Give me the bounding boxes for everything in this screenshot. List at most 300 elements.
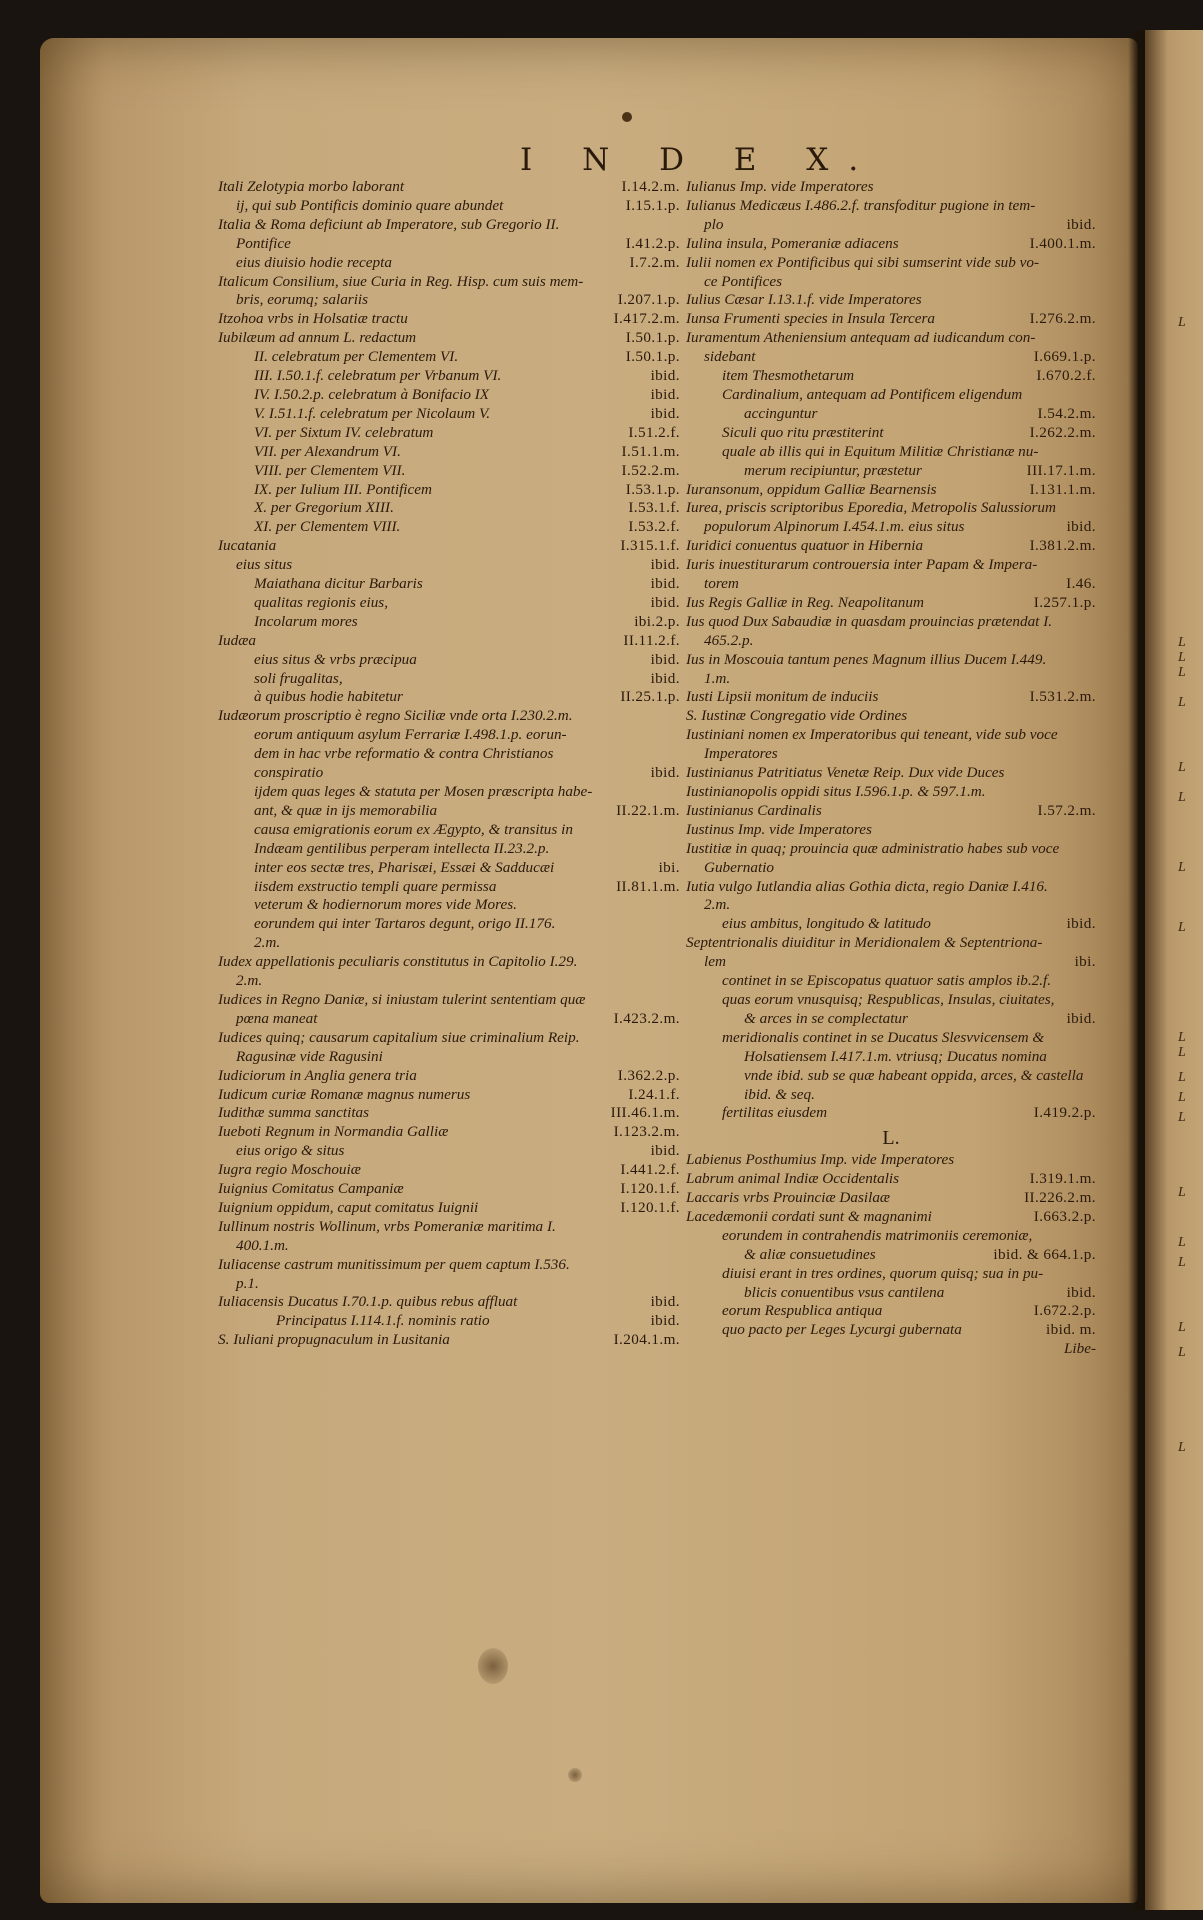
page-reference: ibid. m. (1045, 1321, 1096, 1339)
index-entry-text: Iustinianus Patritiatus Venetæ Reip. Dux vide Duces (686, 764, 1005, 782)
facing-page-letter: L (1178, 1070, 1186, 1085)
index-entry (686, 537, 1096, 556)
index-entry (218, 1293, 680, 1312)
page-reference: I.24.1.f. (628, 1085, 680, 1103)
index-entry-text: eorundem in contrahendis matrimoniis ceremoniæ, (722, 1226, 1033, 1244)
index-entry-text: à quibus hodie habitetur (254, 688, 403, 706)
facing-page-letter: L (1178, 1255, 1186, 1270)
index-entry (218, 481, 680, 500)
index-entry (686, 934, 1096, 953)
index-entry (686, 972, 1096, 991)
index-entry (218, 802, 680, 821)
page-reference: I.669.1.p. (1033, 348, 1096, 366)
page-reference: I.276.2.m. (1029, 310, 1096, 328)
index-entry (218, 310, 680, 329)
page-reference: III.17.1.m. (1026, 461, 1096, 479)
index-entry (686, 310, 1096, 329)
index-entry (686, 1170, 1096, 1189)
index-entry (218, 1086, 680, 1105)
index-entry-text: Italicum Consilium, siue Curia in Reg. Hisp. cum suis mem- (218, 272, 584, 290)
page-reference: ibid. (1066, 1009, 1096, 1027)
index-entry (686, 1302, 1096, 1321)
index-entry-text: Iuridici conuentus quatuor in Hibernia (686, 537, 924, 555)
index-entry (686, 556, 1096, 575)
ink-stain (478, 1648, 508, 1684)
index-entry-text: Iusti Lipsii monitum de induciis (686, 688, 879, 706)
index-entry-text: Iueboti Regnum in Normandia Galliæ (218, 1123, 449, 1141)
index-entry (218, 235, 680, 254)
index-entry (686, 197, 1096, 216)
index-entry (686, 1208, 1096, 1227)
index-entry (686, 1265, 1096, 1284)
index-entry (218, 348, 680, 367)
page-reference: ibid. (650, 593, 680, 611)
index-entry-text: Ragusinæ vide Ragusini (236, 1047, 383, 1065)
index-entry-text: eorum antiquum asylum Ferrariæ I.498.1.p. eorun- (254, 726, 567, 744)
index-entry-text: Iullinum nostris Wollinum, vrbs Pomeraniæ maritima I. (218, 1217, 556, 1235)
index-entry-text: inter eos sectæ tres, Pharisæi, Essæi & Sadducæi (254, 858, 555, 876)
index-entry (218, 1312, 680, 1331)
index-entry (218, 329, 680, 348)
index-entry-text: eius ambitus, longitudo & latitudo (722, 915, 931, 933)
page-reference: I.14.2.m. (621, 178, 680, 195)
index-entry-text: torem (704, 575, 739, 593)
index-entry-text: eius situs (236, 556, 293, 574)
index-entry (686, 235, 1096, 254)
index-entry-text: Iudæorum proscriptio è regno Siciliæ vnde orta I.230.2.m. (218, 707, 573, 725)
index-entry (218, 594, 680, 613)
index-entry (686, 348, 1096, 367)
page-reference: I.417.2.m. (613, 310, 680, 328)
index-entry (218, 405, 680, 424)
index-entry-text: Iudex appellationis peculiaris constitutus in Capitolio I.29. (218, 953, 578, 971)
page-reference: II.11.2.f. (623, 631, 680, 649)
index-entry (686, 499, 1096, 518)
index-entry (218, 1237, 680, 1256)
page-reference: II.25.1.p. (620, 688, 680, 706)
index-entry (686, 821, 1096, 840)
index-entry (218, 934, 680, 953)
right-index-column (686, 178, 1096, 1359)
index-entry (218, 367, 680, 386)
facing-page-letters (1170, 0, 1203, 1920)
index-entry-text: bris, eorumq; salariis (236, 291, 369, 309)
index-entry-text: Iuignium oppidum, caput comitatus Iuignii (218, 1198, 479, 1216)
page-reference: I.120.1.f. (620, 1198, 680, 1216)
index-entry-text: Principatus I.114.1.f. nominis ratio (276, 1312, 490, 1330)
index-entry-text: & aliæ consuetudines (744, 1245, 876, 1263)
index-entry-text: Iuliacensis Ducatus I.70.1.p. quibus rebus affluat (218, 1293, 518, 1311)
index-entry (686, 1067, 1096, 1086)
index-entry-text: diuisi erant in tres ordines, quorum quisq; sua in pu- (722, 1264, 1044, 1282)
index-entry-text: Iudices in Regno Daniæ, si iniustam tulerint sententiam quæ (218, 990, 586, 1008)
index-entry-text: Labrum animal Indiæ Occidentalis (686, 1170, 900, 1188)
page-reference: ibid. (650, 575, 680, 593)
index-entry (686, 386, 1096, 405)
section-heading: L. (882, 1127, 900, 1150)
index-entry-text: Iuignius Comitatus Campaniæ (218, 1180, 404, 1198)
facing-page-letter: L (1178, 1045, 1186, 1060)
index-entry-text: Cardinalium, antequam ad Pontificem eligendum (722, 385, 1023, 403)
index-entry-text: Iurea, priscis scriptoribus Eporedia, Metropolis Salussiorum (686, 499, 1056, 517)
page-reference: I.15.1.p. (625, 196, 680, 214)
page-reference: I.131.1.m. (1029, 480, 1096, 498)
index-entry (218, 632, 680, 651)
index-entry-text: Pontifice (236, 234, 291, 252)
index-entry (218, 178, 680, 197)
index-entry (218, 896, 680, 915)
index-entry (218, 254, 680, 273)
page-reference: ibid. (1066, 915, 1096, 933)
page-reference: ibid. (650, 764, 680, 782)
page-reference: I.51.2.f. (628, 423, 680, 441)
index-entry (686, 575, 1096, 594)
page-reference: ibid. (650, 385, 680, 403)
page-reference: I.46. (1066, 575, 1096, 593)
page-reference: I.50.1.p. (625, 329, 680, 347)
index-entry (218, 424, 680, 443)
index-entry (218, 859, 680, 878)
index-entry (218, 1199, 680, 1218)
index-entry-text: XI. per Clementem VIII. (254, 518, 401, 536)
page-reference: ibid. (650, 556, 680, 574)
index-entry-text: Libe- (1063, 1340, 1096, 1358)
index-entry (218, 688, 680, 707)
index-entry (686, 254, 1096, 273)
page-reference: ibid. (1066, 215, 1096, 233)
index-entry-text: merum recipiuntur, præstetur (744, 461, 922, 479)
index-entry (686, 329, 1096, 348)
index-entry-text: meridionalis continet in se Ducatus Slesvvicensem & (722, 1028, 1045, 1046)
index-entry-text: eius origo & situs (236, 1142, 345, 1160)
page-title: I N D E X. (520, 142, 879, 178)
index-entry-text: lem (704, 953, 726, 971)
page-reference: I.419.2.p. (1033, 1104, 1096, 1122)
index-entry (218, 216, 680, 235)
index-entry-text: II. celebratum per Clementem VI. (254, 348, 459, 366)
page-reference: ibi. (658, 858, 680, 876)
index-entry (686, 1029, 1096, 1048)
index-entry-text: ibid. & seq. (744, 1085, 815, 1103)
index-entry-text: Iudiciorum in Anglia genera tria (218, 1066, 417, 1084)
index-entry-text: Septentrionalis diuiditur in Meridionalem & Septentriona- (686, 934, 1043, 952)
page-reference: I.41.2.p. (625, 234, 680, 252)
facing-page-letter: L (1178, 1235, 1186, 1250)
page-reference: ibid. (650, 404, 680, 422)
index-entry (218, 1104, 680, 1123)
index-entry-text: X. per Gregorium XIII. (254, 499, 394, 517)
facing-page-letter: L (1178, 1320, 1186, 1335)
index-entry-text: ant, & quæ in ijs memorabilia (254, 801, 438, 819)
index-entry-text: Iulii nomen ex Pontificibus qui sibi sumserint vide sub vo- (686, 253, 1040, 271)
index-entry-text: iisdem exstructio templi quare permissa (254, 877, 497, 895)
index-entry (218, 1010, 680, 1029)
index-entry-text: fertilitas eiusdem (722, 1104, 828, 1122)
index-entry-text: Iucatania (218, 537, 277, 555)
left-index-column (218, 178, 680, 1350)
index-entry (686, 481, 1096, 500)
index-entry (218, 1161, 680, 1180)
page-reference: III.46.1.m. (610, 1104, 680, 1122)
index-entry (686, 915, 1096, 934)
index-entry (686, 613, 1096, 632)
index-entry (218, 291, 680, 310)
index-entry-text: pœna maneat (236, 1009, 318, 1027)
index-entry-text: eorundem qui inter Tartaros degunt, origo II.176. (254, 915, 556, 933)
page-reference: I.53.1.f. (628, 499, 680, 517)
page-reference: I.315.1.f. (620, 537, 680, 555)
page-reference: I.207.1.p. (617, 291, 680, 309)
index-entry-text: Iubilæum ad annum L. redactum (218, 329, 417, 347)
index-entry-text: Holsatiensem I.417.1.m. vtriusq; Ducatus nomina (744, 1047, 1047, 1065)
index-entry (218, 1331, 680, 1350)
index-entry (218, 783, 680, 802)
index-entry-text: Iudithæ summa sanctitas (218, 1104, 370, 1122)
index-entry (218, 745, 680, 764)
facing-page-letter: L (1178, 790, 1186, 805)
index-entry (218, 764, 680, 783)
index-entry (686, 1227, 1096, 1246)
index-entry (686, 764, 1096, 783)
index-entry (218, 613, 680, 632)
index-entry-text: Itali Zelotypia morbo laborant (218, 178, 405, 195)
index-entry (218, 726, 680, 745)
page-reference: ibi. (1074, 953, 1096, 971)
index-entry (686, 443, 1096, 462)
index-entry-text: Italia & Roma deficiunt ab Imperatore, sub Gregorio II. (218, 215, 560, 233)
index-entry (686, 859, 1096, 878)
index-entry (686, 178, 1096, 197)
index-entry (686, 840, 1096, 859)
index-entry (218, 386, 680, 405)
index-entry-text: 400.1.m. (236, 1236, 289, 1254)
index-entry-text: sidebant (704, 348, 756, 366)
page-reference: ibid. (1066, 518, 1096, 536)
facing-page-letter: L (1178, 650, 1186, 665)
page-reference: I.531.2.m. (1029, 688, 1096, 706)
index-entry (686, 651, 1096, 670)
index-entry-text: Iudæa (218, 631, 256, 649)
index-entry (218, 972, 680, 991)
page-reference: I.120.1.f. (620, 1180, 680, 1198)
index-entry (218, 462, 680, 481)
index-entry (686, 745, 1096, 764)
index-entry-text: ijdem quas leges & statuta per Mosen præscripta habe- (254, 783, 593, 800)
index-entry (218, 1029, 680, 1048)
page-reference: I.381.2.m. (1029, 537, 1096, 555)
index-entry-text: ce Pontifices (704, 272, 783, 290)
index-entry-text: IX. per Iulium III. Pontificem (254, 480, 432, 498)
index-entry-text: plo (704, 215, 724, 233)
index-entry (218, 1067, 680, 1086)
facing-page-letter: L (1178, 760, 1186, 775)
index-entry (686, 1010, 1096, 1029)
index-entry-text: Ius quod Dux Sabaudiæ in quasdam prouincias prætendat I. (686, 612, 1053, 630)
index-entry-text: 465.2.p. (704, 631, 754, 649)
index-entry-text: causa emigrationis eorum ex Ægypto, & transitus in (254, 820, 573, 838)
index-entry-text: Iudices quinq; causarum capitalium siue criminalium Reip. (218, 1028, 580, 1046)
page-reference: I.57.2.m. (1037, 801, 1096, 819)
page-reference: ibid. (650, 1312, 680, 1330)
index-entry (686, 707, 1096, 726)
index-entry-text: Iulina insula, Pomeraniæ adiacens (686, 234, 899, 252)
page-reference: I.670.2.f. (1036, 367, 1096, 385)
index-entry (218, 953, 680, 972)
facing-page-letter: L (1178, 315, 1186, 330)
page-reference: I.204.1.m. (613, 1331, 680, 1349)
index-entry (686, 802, 1096, 821)
page-reference: I.441.2.f. (620, 1161, 680, 1179)
index-entry-text: VIII. per Clementem VII. (254, 461, 406, 479)
index-entry-text: Iuliacense castrum munitissimum per quem captum I.536. (218, 1255, 570, 1273)
page-reference: ibid. (650, 367, 680, 385)
index-entry (686, 424, 1096, 443)
index-entry (686, 688, 1096, 707)
index-entry-text: eius diuisio hodie recepta (236, 253, 392, 271)
index-entry-text: Iustiniani nomen ex Imperatoribus qui teneant, vide sub voce (686, 726, 1058, 744)
index-entry-text: Maiathana dicitur Barbaris (254, 575, 423, 593)
index-entry-text: Gubernatio (704, 858, 775, 876)
index-entry-text: 1.m. (704, 669, 731, 687)
index-entry-text: qualitas regionis eius, (254, 593, 389, 611)
index-entry-text: & arces in se complectatur (744, 1009, 908, 1027)
index-entry (218, 575, 680, 594)
index-entry-text: veterum & hodiernorum mores vide Mores. (254, 896, 517, 914)
index-entry-text: Iudicum curiæ Romanæ magnus numerus (218, 1085, 471, 1103)
index-entry-text: VI. per Sixtum IV. celebratum (254, 423, 434, 441)
index-entry (218, 1142, 680, 1161)
index-entry-text: quo pacto per Leges Lycurgi gubernata (722, 1321, 962, 1339)
index-entry-text: Indæam gentilibus perperam intellecta II.23.2.p. (254, 839, 550, 857)
index-entry (218, 1275, 680, 1294)
page-reference: I.52.2.m. (621, 461, 680, 479)
index-entry-text: quas eorum vnusquisq; Respublicas, Insulas, ciuitates, (722, 990, 1055, 1008)
index-entry (686, 991, 1096, 1010)
index-entry (686, 783, 1096, 802)
index-entry-text: Iuris inuestiturarum controuersia inter Papam & Impera- (686, 556, 1038, 574)
index-entry-text: Ius in Moscouia tantum penes Magnum illius Ducem I.449. (686, 650, 1047, 668)
facing-page-letter: L (1178, 695, 1186, 710)
index-entry (218, 991, 680, 1010)
index-entry (218, 670, 680, 689)
page-reference: II.22.1.m. (616, 801, 680, 819)
index-entry (686, 953, 1096, 972)
index-entry-text: accinguntur (744, 404, 818, 422)
index-entry-text: Iustinianus Cardinalis (686, 801, 822, 819)
index-entry-text: Iunsa Frumenti species in Insula Tercera (686, 310, 936, 328)
index-entry-text: Labienus Posthumius Imp. vide Imperatores (686, 1151, 955, 1169)
page-reference: I.663.2.p. (1033, 1207, 1096, 1225)
index-entry (686, 405, 1096, 424)
index-entry-text: continet in se Episcopatus quatuor satis amplos ib.2.f. (722, 972, 1052, 990)
index-entry (686, 1151, 1096, 1170)
page-reference: I.53.2.f. (628, 518, 680, 536)
index-entry-text: VII. per Alexandrum VI. (254, 442, 401, 460)
page-reference: I.7.2.m. (629, 253, 680, 271)
index-entry (218, 651, 680, 670)
page-reference: I.400.1.m. (1029, 234, 1096, 252)
index-entry (686, 462, 1096, 481)
index-entry (218, 840, 680, 859)
facing-page-letter: L (1178, 1110, 1186, 1125)
index-entry (218, 556, 680, 575)
index-entry-text: 2.m. (704, 896, 731, 914)
index-entry (218, 273, 680, 292)
index-entry (218, 537, 680, 556)
page-reference: ibid. (1066, 1283, 1096, 1301)
page-reference: ibid. (650, 669, 680, 687)
index-entry (686, 273, 1096, 292)
page-reference: I.672.2.p. (1033, 1302, 1096, 1320)
facing-page-letter: L (1178, 635, 1186, 650)
index-entry (218, 1180, 680, 1199)
facing-page-letter: L (1178, 1090, 1186, 1105)
index-entry-text: populorum Alpinorum I.454.1.m. eius situs (704, 518, 965, 536)
index-entry-text: eorum Respublica antiqua (722, 1302, 883, 1320)
index-entry (686, 878, 1096, 897)
index-entry-text: V. I.51.1.f. celebratum per Nicolaum V. (254, 404, 491, 422)
index-entry (686, 1189, 1096, 1208)
page-reference: I.262.2.m. (1029, 423, 1096, 441)
page-reference: I.362.2.p. (617, 1066, 680, 1084)
index-entry (218, 499, 680, 518)
index-entry-text: Itzohoa vrbs in Holsatiæ tractu (218, 310, 408, 328)
index-entry-text: soli frugalitas, (254, 669, 343, 687)
ink-stain (568, 1768, 582, 1782)
index-entry-text: dem in hac vrbe reformatio & contra Christianos (254, 745, 554, 763)
index-entry (218, 878, 680, 897)
page-reference: ibid. (650, 650, 680, 668)
index-entry (686, 291, 1096, 310)
page-reference: ibi.2.p. (634, 612, 680, 630)
page-reference: II.226.2.m. (1024, 1189, 1096, 1207)
index-entry-text: 2.m. (254, 934, 281, 952)
index-entry (218, 821, 680, 840)
facing-page-letter: L (1178, 1440, 1186, 1455)
index-entry (686, 1321, 1096, 1340)
index-entry-text: Imperatores (704, 745, 778, 763)
index-entry-text: Lacedæmonii cordati sunt & magnanimi (686, 1207, 932, 1225)
index-entry-text: Iugra regio Moschouiæ (218, 1161, 361, 1179)
index-entry-text: III. I.50.1.f. celebratum per Vrbanum VI. (254, 367, 502, 385)
index-entry-text: Iulius Cæsar I.13.1.f. vide Imperatores (686, 291, 922, 309)
index-entry (686, 594, 1096, 613)
index-entry-text: vnde ibid. sub se quæ habeant oppida, arces, & castella (744, 1066, 1084, 1084)
index-entry-text: p.1. (236, 1274, 259, 1292)
page-reference: I.51.1.m. (621, 442, 680, 460)
index-entry (218, 197, 680, 216)
page-reference: I.53.1.p. (625, 480, 680, 498)
index-entry (686, 216, 1096, 235)
index-entry-text: eius situs & vrbs præcipua (254, 650, 417, 668)
index-entry (686, 1246, 1096, 1265)
page-reference: I.319.1.m. (1029, 1170, 1096, 1188)
facing-page-letter: L (1178, 1030, 1186, 1045)
index-entry (686, 632, 1096, 651)
index-entry-text: ij, qui sub Pontificis dominio quare abundet (236, 196, 504, 214)
facing-page-letter: L (1178, 665, 1186, 680)
index-entry-text: Iutia vulgo Iutlandia alias Gothia dicta, regio Daniæ I.416. (686, 877, 1048, 895)
index-entry (218, 915, 680, 934)
index-entry (218, 518, 680, 537)
facing-page-letter: L (1178, 920, 1186, 935)
index-entry-text: Ius Regis Galliæ in Reg. Neapolitanum (686, 593, 924, 611)
index-entry-text: IV. I.50.2.p. celebratum à Bonifacio IX (254, 385, 490, 403)
catchword (686, 1340, 1096, 1359)
index-entry-text: Iuramentum Atheniensium antequam ad iudicandum con- (686, 329, 1036, 347)
index-entry (686, 1104, 1096, 1123)
index-entry-text: quale ab illis qui in Equitum Militiæ Christianæ nu- (722, 442, 1039, 460)
